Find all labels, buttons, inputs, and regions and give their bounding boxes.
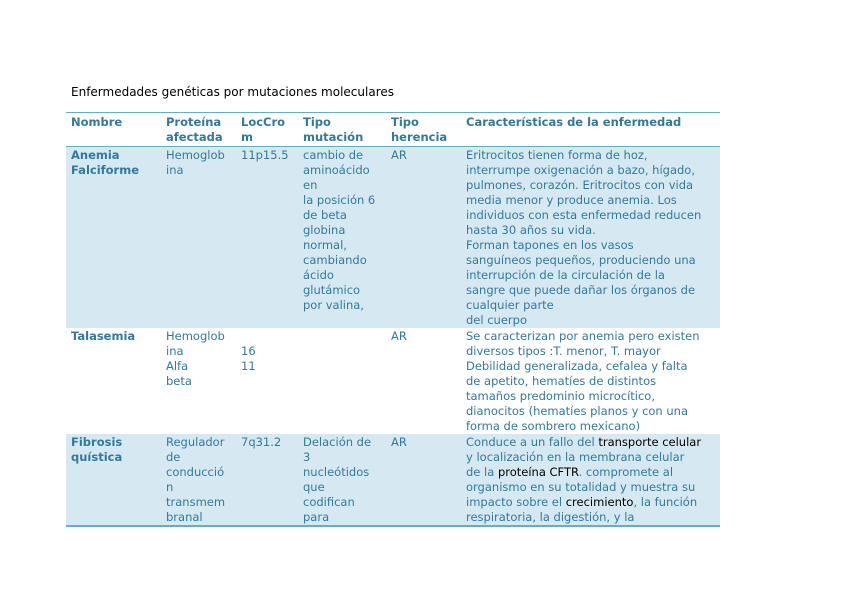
cell-caracteristicas-line: media menor y produce anemia. Los — [466, 193, 677, 207]
header-mutacion — [298, 113, 386, 147]
genetic-diseases-table — [66, 112, 720, 527]
document-title: Enfermedades genéticas por mutaciones moleculares — [71, 85, 395, 99]
cell-caracteristicas-line: hasta 30 años su vida. — [466, 223, 596, 237]
cell-mutacion-line: Delación de — [303, 435, 372, 449]
cell-proteina-line: Hemoglob — [166, 329, 225, 343]
text-segment: organismo en su totalidad y muestra su — [466, 480, 696, 494]
cell-loc — [236, 147, 298, 329]
cell-proteina-line: conducció — [166, 465, 225, 479]
cell-nombre-line: Fibrosis — [71, 435, 123, 449]
cell-proteina-line: de — [166, 450, 181, 464]
cell-loc-line: 11 — [241, 359, 256, 373]
header-mutacion-line: Tipo — [303, 115, 331, 129]
cell-loc — [236, 434, 298, 526]
cell-nombre — [66, 147, 161, 329]
header-herencia — [386, 113, 461, 147]
text-segment: Conduce a un fallo del — [466, 435, 599, 449]
cell-mutacion-line: normal, — [303, 238, 347, 252]
cell-caracteristicas-line: tamaños predominio microcítico, — [466, 389, 656, 403]
cell-nombre-line: Anemia — [71, 148, 120, 162]
cell-caracteristicas-line: pulmones, corazón. Eritrocitos con vida — [466, 178, 694, 192]
cell-mutacion-line: de beta — [303, 208, 347, 222]
cell-caracteristicas-line — [466, 510, 718, 525]
cell-proteina-line: Regulador — [166, 435, 225, 449]
cell-proteina — [161, 147, 236, 329]
cell-loc-line — [241, 329, 296, 344]
cell-caracteristicas-line: interrupción de la circulación de la — [466, 268, 665, 282]
cell-caracteristicas-line — [466, 480, 718, 495]
cell-proteina-line: Hemoglob — [166, 148, 225, 162]
cell-proteina-line: beta — [166, 374, 192, 388]
cell-caracteristicas-line: sanguíneos pequeños, produciendo una — [466, 253, 696, 267]
header-proteina-line: Proteína — [166, 115, 222, 129]
cell-loc-line: 11p15.5 — [241, 148, 289, 162]
table-row — [66, 434, 720, 526]
header-proteina-line: afectada — [166, 130, 223, 144]
cell-mutacion-line: que — [303, 480, 325, 494]
link-text[interactable]: crecimiento — [565, 495, 634, 509]
cell-mutacion-line: por valina, — [303, 298, 364, 312]
cell-loc-line: 16 — [241, 344, 256, 358]
cell-mutacion-line: glutámico — [303, 283, 361, 297]
header-caracteristicas-line: Características de la enfermedad — [466, 115, 682, 129]
cell-mutacion-line: ácido — [303, 268, 334, 282]
cell-caracteristicas-line: Eritrocitos tienen forma de hoz, — [466, 148, 648, 162]
cell-mutacion — [298, 147, 386, 329]
text-segment: respiratoria, la digestión, y la — [466, 510, 635, 524]
table-row — [66, 328, 720, 434]
cell-caracteristicas-line: Debilidad generalizada, cefalea y falta — [466, 359, 688, 373]
cell-mutacion-line: globina — [303, 223, 346, 237]
header-mutacion-line: mutación — [303, 130, 364, 144]
cell-mutacion-line: cambio de — [303, 148, 364, 162]
cell-mutacion-line: nucleótidos — [303, 465, 370, 479]
cell-mutacion — [298, 434, 386, 526]
cell-loc — [236, 328, 298, 434]
cell-nombre — [66, 434, 161, 526]
cell-caracteristicas-line: Forman tapones en los vasos — [466, 238, 634, 252]
header-herencia-line: Tipo — [391, 115, 419, 129]
cell-loc-line: 7q31.2 — [241, 435, 282, 449]
cell-caracteristicas — [461, 147, 720, 329]
cell-nombre-line: Talasemia — [71, 329, 136, 343]
cell-caracteristicas-line — [466, 465, 718, 480]
text-segment: de la — [466, 465, 498, 479]
cell-mutacion-line: cambiando — [303, 253, 367, 267]
cell-caracteristicas-line: diversos tipos :T. menor, T. mayor — [466, 344, 661, 358]
cell-mutacion-line: la posición 6 — [303, 193, 376, 207]
cell-caracteristicas-line: Se caracterizan por anemia pero existen — [466, 329, 700, 343]
cell-mutacion-line: en — [303, 178, 318, 192]
text-segment: , la función — [633, 495, 698, 509]
cell-nombre-line: Falciforme — [71, 163, 140, 177]
text-segment: impacto sobre el — [466, 495, 566, 509]
cell-caracteristicas-line — [466, 435, 718, 450]
cell-caracteristicas-line: dianocitos (hematíes planos y con una — [466, 404, 689, 418]
cell-proteina-line: transmem — [166, 495, 226, 509]
cell-proteina-line: n — [166, 480, 174, 494]
cell-caracteristicas-line: individuos con esta enfermedad reducen — [466, 208, 702, 222]
link-text[interactable]: proteína CFTR — [497, 465, 579, 479]
cell-caracteristicas-line — [466, 450, 718, 465]
cell-caracteristicas-line — [466, 495, 718, 510]
cell-mutacion-line: codifican — [303, 495, 355, 509]
cell-mutacion — [298, 328, 386, 434]
cell-herencia — [386, 328, 461, 434]
cell-proteina-line: ina — [166, 163, 184, 177]
cell-proteina-line: ina — [166, 344, 184, 358]
header-nombre-line: Nombre — [71, 115, 123, 129]
cell-proteina — [161, 434, 236, 526]
text-segment: y localización en la membrana celular — [466, 450, 685, 464]
cell-mutacion-line: para — [303, 510, 330, 524]
cell-nombre — [66, 328, 161, 434]
cell-proteina-line: Alfa — [166, 359, 189, 373]
cell-caracteristicas — [461, 328, 720, 434]
cell-proteina — [161, 328, 236, 434]
header-proteina — [161, 113, 236, 147]
cell-caracteristicas-line: forma de sombrero mexicano) — [466, 419, 641, 433]
table-row — [66, 147, 720, 329]
cell-herencia-line: AR — [391, 435, 407, 449]
text-segment: . compromete al — [578, 465, 674, 479]
header-loc-line: LocCro — [241, 115, 286, 129]
header-herencia-line: herencia — [391, 130, 448, 144]
cell-caracteristicas-line: cualquier parte — [466, 298, 554, 312]
cell-mutacion-line: aminoácido — [303, 163, 370, 177]
cell-caracteristicas-line: del cuerpo — [466, 313, 527, 327]
header-loc — [236, 113, 298, 147]
header-nombre — [66, 113, 161, 147]
header-loc-line: m — [241, 130, 253, 144]
cell-mutacion-line: 3 — [303, 450, 311, 464]
link-text[interactable]: transporte celular — [598, 435, 702, 449]
cell-herencia — [386, 147, 461, 329]
cell-caracteristicas-line: interrumpe oxigenación a bazo, hígado, — [466, 163, 695, 177]
cell-caracteristicas-line: de apetito, hematíes de distintos — [466, 374, 657, 388]
cell-herencia-line: AR — [391, 148, 407, 162]
header-caracteristicas — [461, 113, 720, 147]
cell-herencia-line: AR — [391, 329, 407, 343]
cell-proteina-line: branal — [166, 510, 203, 524]
cell-nombre-line: quística — [71, 450, 123, 464]
table-header-row — [66, 113, 720, 147]
cell-caracteristicas — [461, 434, 720, 526]
cell-herencia — [386, 434, 461, 526]
cell-caracteristicas-line: sangre que puede dañar los órganos de — [466, 283, 696, 297]
